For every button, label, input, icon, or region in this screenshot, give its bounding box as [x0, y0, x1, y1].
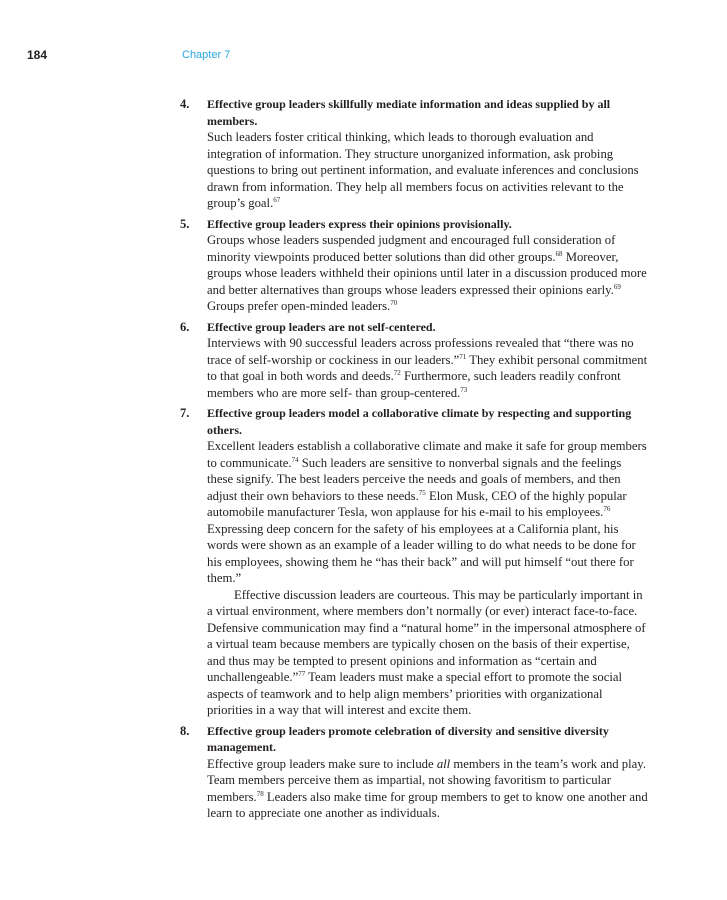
- item-paragraph: [207, 438, 650, 587]
- footnote-ref[interactable]: 75: [418, 488, 426, 497]
- footnote-ref[interactable]: 67: [273, 196, 281, 204]
- sentence: Groups whose leaders suspended judgment and encouraged full consideration of minority viewpoints produced better solutions than did other groups.: [207, 233, 616, 264]
- item-heading: Effective group leaders express their opinions provisionally.: [207, 216, 512, 231]
- footnote-ref[interactable]: 77: [298, 670, 306, 678]
- item-heading: Effective group leaders skillfully mediate information and ideas supplied by all members.: [207, 97, 611, 128]
- sentence: Effective group leaders make sure to include: [207, 756, 437, 771]
- sentence: Excellent leaders establish a collaborative climate and make it safe for group members to communicate.: [207, 439, 647, 470]
- page-number: 184: [27, 48, 48, 62]
- item-paragraph: [207, 232, 650, 315]
- sentence: Moreover, groups whose leaders withheld their opinions until later in a discussion produced more and better alternatives than groups whose leaders expressed their opinions early.: [207, 249, 647, 297]
- footnote-ref[interactable]: 76: [603, 505, 611, 513]
- page-content: [180, 96, 650, 826]
- list-item: [180, 216, 650, 315]
- item-heading: Effective group leaders are not self-centered.: [207, 319, 436, 334]
- item-heading: Effective group leaders promote celebration of diversity and sensitive diversity management.: [207, 723, 609, 754]
- item-number: 8.: [180, 723, 190, 738]
- footnote-ref[interactable]: 74: [291, 455, 299, 464]
- footnote-ref[interactable]: 68: [555, 249, 563, 258]
- sentence: They exhibit personal commitment to that goal in both words and deeds.: [207, 352, 648, 383]
- footnote-ref[interactable]: 72: [393, 369, 401, 377]
- item-paragraph: [207, 587, 650, 719]
- sentence: members in the team’s work and play. Team members perceive them as impartial, not showing favoritism to particular members.: [207, 756, 646, 804]
- footnote-ref[interactable]: 70: [390, 299, 398, 307]
- footnote-ref[interactable]: 69: [613, 282, 621, 291]
- list-item: [180, 96, 650, 212]
- item-paragraph: [207, 756, 650, 822]
- footnote-ref[interactable]: 73: [460, 385, 468, 394]
- item-number: 4.: [180, 97, 190, 111]
- sentence: Groups prefer open-minded leaders.: [207, 299, 391, 313]
- item-number: 6.: [180, 319, 190, 334]
- item-paragraph: [207, 335, 650, 401]
- item-paragraph: [207, 129, 650, 212]
- sentence: Interviews with 90 successful leaders across professions revealed that “there was no trace of self-worship or cockiness in our leaders.”: [207, 336, 634, 367]
- sentence: Team leaders must make a special effort to promote the social aspects of teamwork and to help align members’ priorities with organizational priorities in a way that will interest and excite them.: [207, 670, 623, 717]
- sentence: Such leaders foster critical thinking, which leads to thorough evaluation and integration of information. They structure unorganized information, ask probing questions to bring out pertinent information, and evaluate inferences and conclusions drawn from information. They help all members focus on activities relevant to the group’s goal.: [207, 130, 639, 210]
- footnote-ref[interactable]: 71: [459, 352, 467, 361]
- sentence: Elon Musk, CEO of the highly popular automobile manufacturer Tesla, won applause for his e-mail to his employees.: [207, 488, 627, 519]
- list-item: [180, 405, 650, 719]
- item-heading: Effective group leaders model a collaborative climate by respecting and supporting others.: [207, 406, 632, 437]
- list-item: [180, 723, 650, 822]
- list-item: [180, 319, 650, 402]
- sentence: Furthermore, such leaders readily confront members who are more self- than group-centered.: [207, 369, 621, 400]
- chapter-label: Chapter 7: [182, 49, 231, 61]
- sentence: Leaders also make time for group members to get to know one another and learn to appreciate one another as individuals.: [207, 789, 648, 820]
- sentence: Expressing deep concern for the safety of his employees at a California plant, his words were shown as an example of a leader willing to do what needs to be done for his employees, showing them he “has their back” and will put himself “out there for them.”: [207, 521, 636, 585]
- footnote-ref[interactable]: 78: [256, 789, 264, 798]
- sentence: Effective discussion leaders are courteous. This may be particularly important in a virtual environment, where members don’t normally (or ever) interact face-to-face. Defensive communication may find a “natural home” in the impersonal atmosphere of a virtual team because members are typically chosen on the basis of their expertise, and thus may be tempted to present opinions and information as “certain and unchallengeable.”: [207, 587, 646, 684]
- sentence: Such leaders are sensitive to nonverbal signals and the feelings these signify. The best leaders perceive the needs and goals of members, and then adjust their own behaviors to these needs.: [207, 455, 622, 503]
- item-number: 7.: [180, 406, 190, 420]
- emphasis: all: [436, 756, 451, 771]
- item-number: 5.: [180, 216, 190, 231]
